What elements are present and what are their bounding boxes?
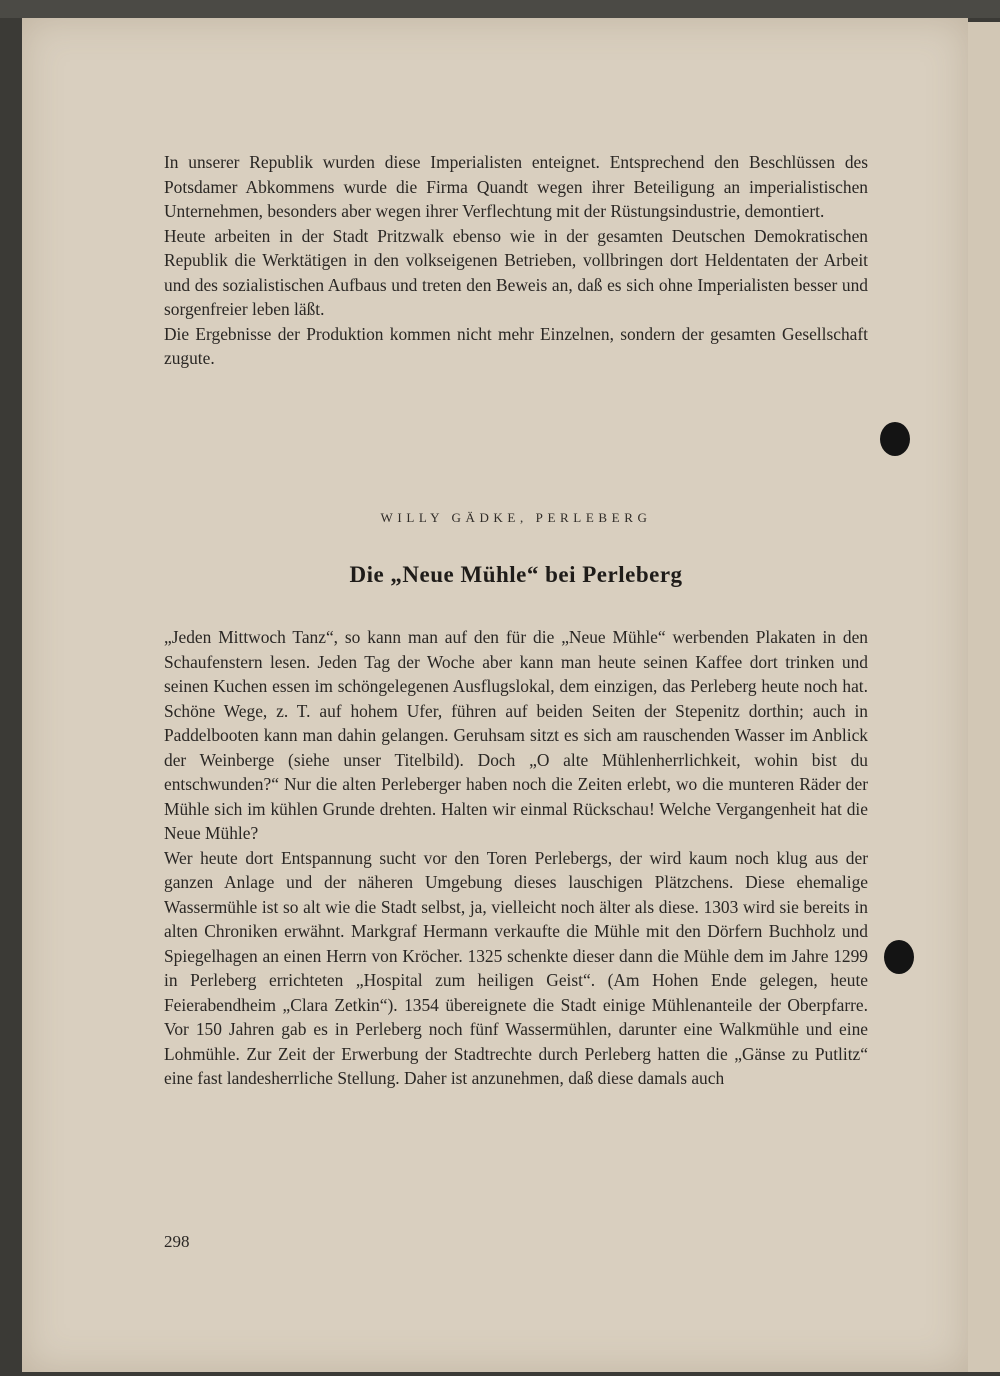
paragraph: In unserer Republik wurden diese Imperialisten enteignet. Entsprechend den Beschlüssen des Potsdamer Abkommens wurde die Firma Quandt wegen ihrer Beteiligung an imperialistischen Unternehmen, besonders aber wegen ihrer Verflechtung mit der Rüstungsindustrie, demontiert. [164,152,868,221]
adjacent-page-edge [966,22,1000,1372]
paragraph: „Jeden Mittwoch Tanz“, so kann man auf den für die „Neue Mühle“ werbenden Plakaten in den Schaufenstern lesen. Jeden Tag der Woche aber kann man heute seinen Kaffee dort trinken und seinen Kuchen essen im schöngelegenen Ausflugslokal, dem einzigen, das Perleberg heute noch hat. Schöne Wege, z. T. auf hohem Ufer, führen auf beiden Seiten der Stepenitz dorthin; auch in Paddelbooten kann man dahin gelangen. Geruhsam sitzt es sich am rauschenden Wasser im Anblick der Weinberge (siehe unser Titelbild). Doch „O alte Mühlenherrlichkeit, wohin bist du entschwunden?“ Nur die alten Perleberger haben noch die Zeiten erlebt, wo die munteren Räder der Mühle sich im kühlen Grunde drehten. Halten wir einmal Rückschau! Welche Vergangenheit hat die Neue Mühle? [164,627,868,843]
punch-hole [880,422,910,456]
scan-top-edge [0,0,1000,18]
previous-article-text [164,150,868,371]
paragraph: Wer heute dort Entspannung sucht vor den Toren Perlebergs, der wird kaum noch klug aus der ganzen Anlage und der näheren Umgebung dieses lauschigen Plätzchens. Diese ehemalige Wassermühle ist so alt wie die Stadt selbst, ja, vielleicht noch älter als diese. 1303 wird sie bereits in alten Chroniken erwähnt. Markgraf Hermann verkaufte die Mühle mit den Dörfern Buchholz und Spiegelhagen an einen Herrn von Kröcher. 1325 schenkte dieser dann die Mühle dem im Jahre 1299 in Perleberg errichteten „Hospital zum heiligen Geist“. (Am Hohen Ende gelegen, heute Feierabendheim „Clara Zetkin“). 1354 übereignete die Stadt einige Mühlenanteile der Oberpfarre. Vor 150 Jahren gab es in Perleberg noch fünf Wassermühlen, darunter eine Walkmühle und eine Lohmühle. Zur Zeit der Erwerbung der Stadtrechte durch Perleberg hatten die „Gänse zu Putlitz“ eine fast landesherrliche Stellung. Daher ist anzunehmen, daß diese damals auch [164,847,868,1088]
article-body [164,625,868,1091]
article-author: WILLY GÄDKE, PERLEBERG [380,510,652,525]
paragraph: Die Ergebnisse der Produktion kommen nicht mehr Einzelnen, sondern der gesamten Gesellschaft zugute. [164,323,868,368]
punch-hole [884,940,914,974]
paragraph: Heute arbeiten in der Stadt Pritzwalk ebenso wie in der gesamten Deutschen Demokratischen Republik die Werktätigen in den volkseigenen Betrieben, vollbringen dort Heldentaten der Arbeit und des sozialistischen Aufbaus und treten den Beweis an, daß es sich ohne Imperialisten besser und sorgenfreier leben läßt. [164,225,868,319]
page-number: 298 [164,1232,190,1251]
article-title: Die „Neue Mühle“ bei Perleberg [349,562,683,587]
